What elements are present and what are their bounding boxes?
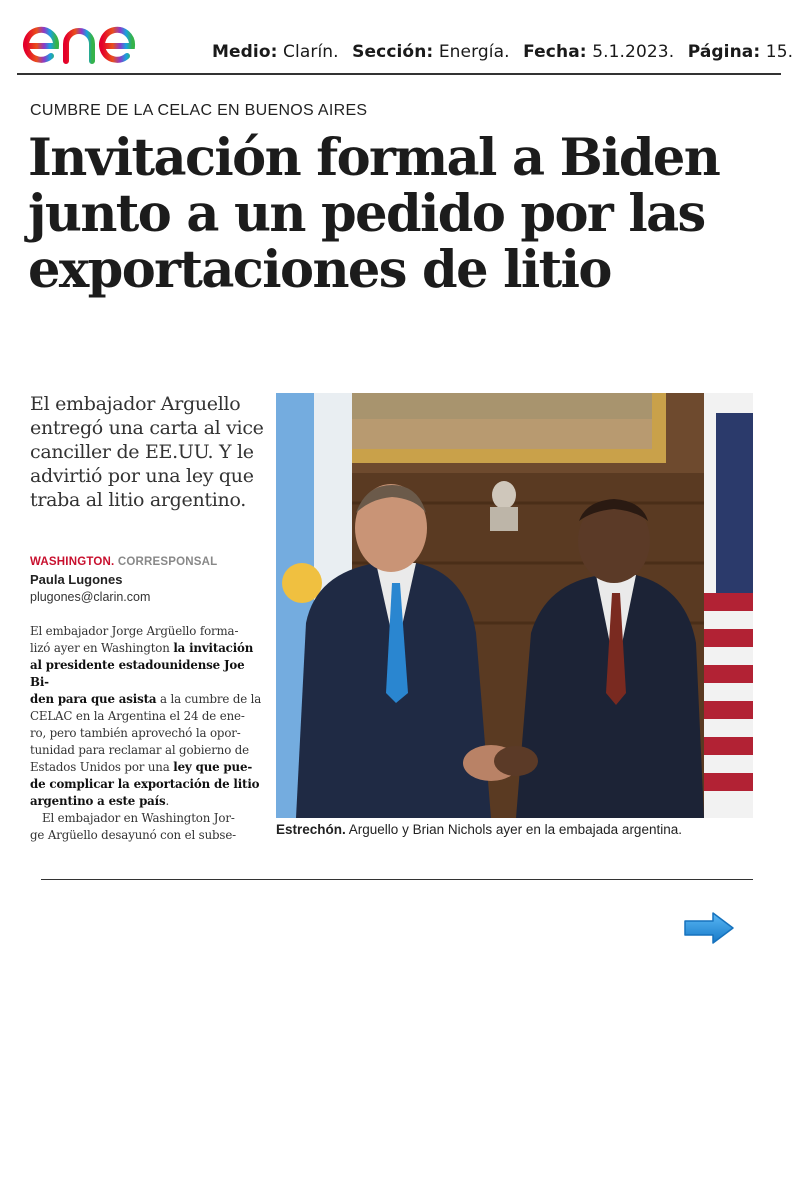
pagina-label: Página: <box>687 42 761 62</box>
medio-label: Medio: <box>212 42 278 62</box>
body-line: El embajador Jorge Argüello forma- <box>30 624 239 638</box>
article-dek <box>30 392 270 512</box>
fecha-value: 5.1.2023. <box>592 42 675 62</box>
byline-role: CORRESPONSAL <box>117 556 218 568</box>
body-emphasis: argentino a este país <box>30 794 166 808</box>
body-text: lizó ayer en Washington <box>30 641 174 655</box>
byline-city: WASHINGTON. <box>30 556 115 568</box>
headline-line: exportaciones de litio <box>28 240 611 300</box>
photo-caption <box>276 822 682 837</box>
body-line: El embajador en Washington Jor- <box>42 811 235 825</box>
body-emphasis: den para que asista <box>30 692 157 706</box>
body-line <box>30 793 262 810</box>
headline-line: Invitación formal a Biden <box>28 128 720 188</box>
dek-line: El embajador Arguello <box>30 393 241 415</box>
dek-line: traba al litio argentino. <box>30 489 247 511</box>
body-emphasis: ley que pue- <box>173 760 253 774</box>
body-text: Estados Unidos por una <box>30 760 174 774</box>
fecha-label: Fecha: <box>523 42 587 62</box>
body-line <box>30 759 262 776</box>
headline-line: junto a un pedido por las <box>28 184 705 244</box>
dek-line: advirtió por una ley que <box>30 465 254 487</box>
byline-location <box>30 556 217 568</box>
seccion-value: Energía. <box>438 42 510 62</box>
arrow-right-icon[interactable] <box>683 911 735 945</box>
enel-logo <box>18 8 178 68</box>
pagina-value: 15. <box>765 42 794 62</box>
caption-text: Arguello y Brian Nichols ayer en la embajada argentina. <box>345 822 682 837</box>
body-line: ge Argüello desayunó con el subse- <box>30 828 236 842</box>
body-line <box>30 691 262 708</box>
dek-line: entregó una carta al vice <box>30 417 264 439</box>
body-text: . <box>165 794 170 808</box>
body-emphasis: la invitación <box>173 641 254 655</box>
dek-line: canciller de EE.UU. Y le <box>30 441 254 463</box>
article-kicker: CUMBRE DE LA CELAC EN BUENOS AIRES <box>30 102 368 119</box>
body-line: CELAC en la Argentina el 24 de ene- <box>30 709 245 723</box>
article-body <box>30 623 262 844</box>
body-emphasis: de complicar la exportación de litio <box>30 777 260 791</box>
byline-email[interactable]: plugones@clarin.com <box>30 590 151 604</box>
body-line: tunidad para reclamar al gobierno de <box>30 743 249 757</box>
body-line: ro, pero también aprovechó la opor- <box>30 726 241 740</box>
byline-author: Paula Lugones <box>30 572 123 587</box>
publication-metadata <box>212 42 793 62</box>
medio-value: Clarín. <box>283 42 339 62</box>
header-divider <box>17 73 781 75</box>
footer-divider <box>41 879 753 880</box>
body-emphasis: al presidente estadounidense Joe Bi- <box>30 658 245 689</box>
body-text: a la cumbre de la <box>156 692 262 706</box>
article-photo <box>276 393 753 818</box>
body-line <box>30 640 262 657</box>
seccion-label: Sección: <box>352 42 434 62</box>
caption-lead: Estrechón. <box>276 822 346 837</box>
article-headline <box>28 130 768 298</box>
